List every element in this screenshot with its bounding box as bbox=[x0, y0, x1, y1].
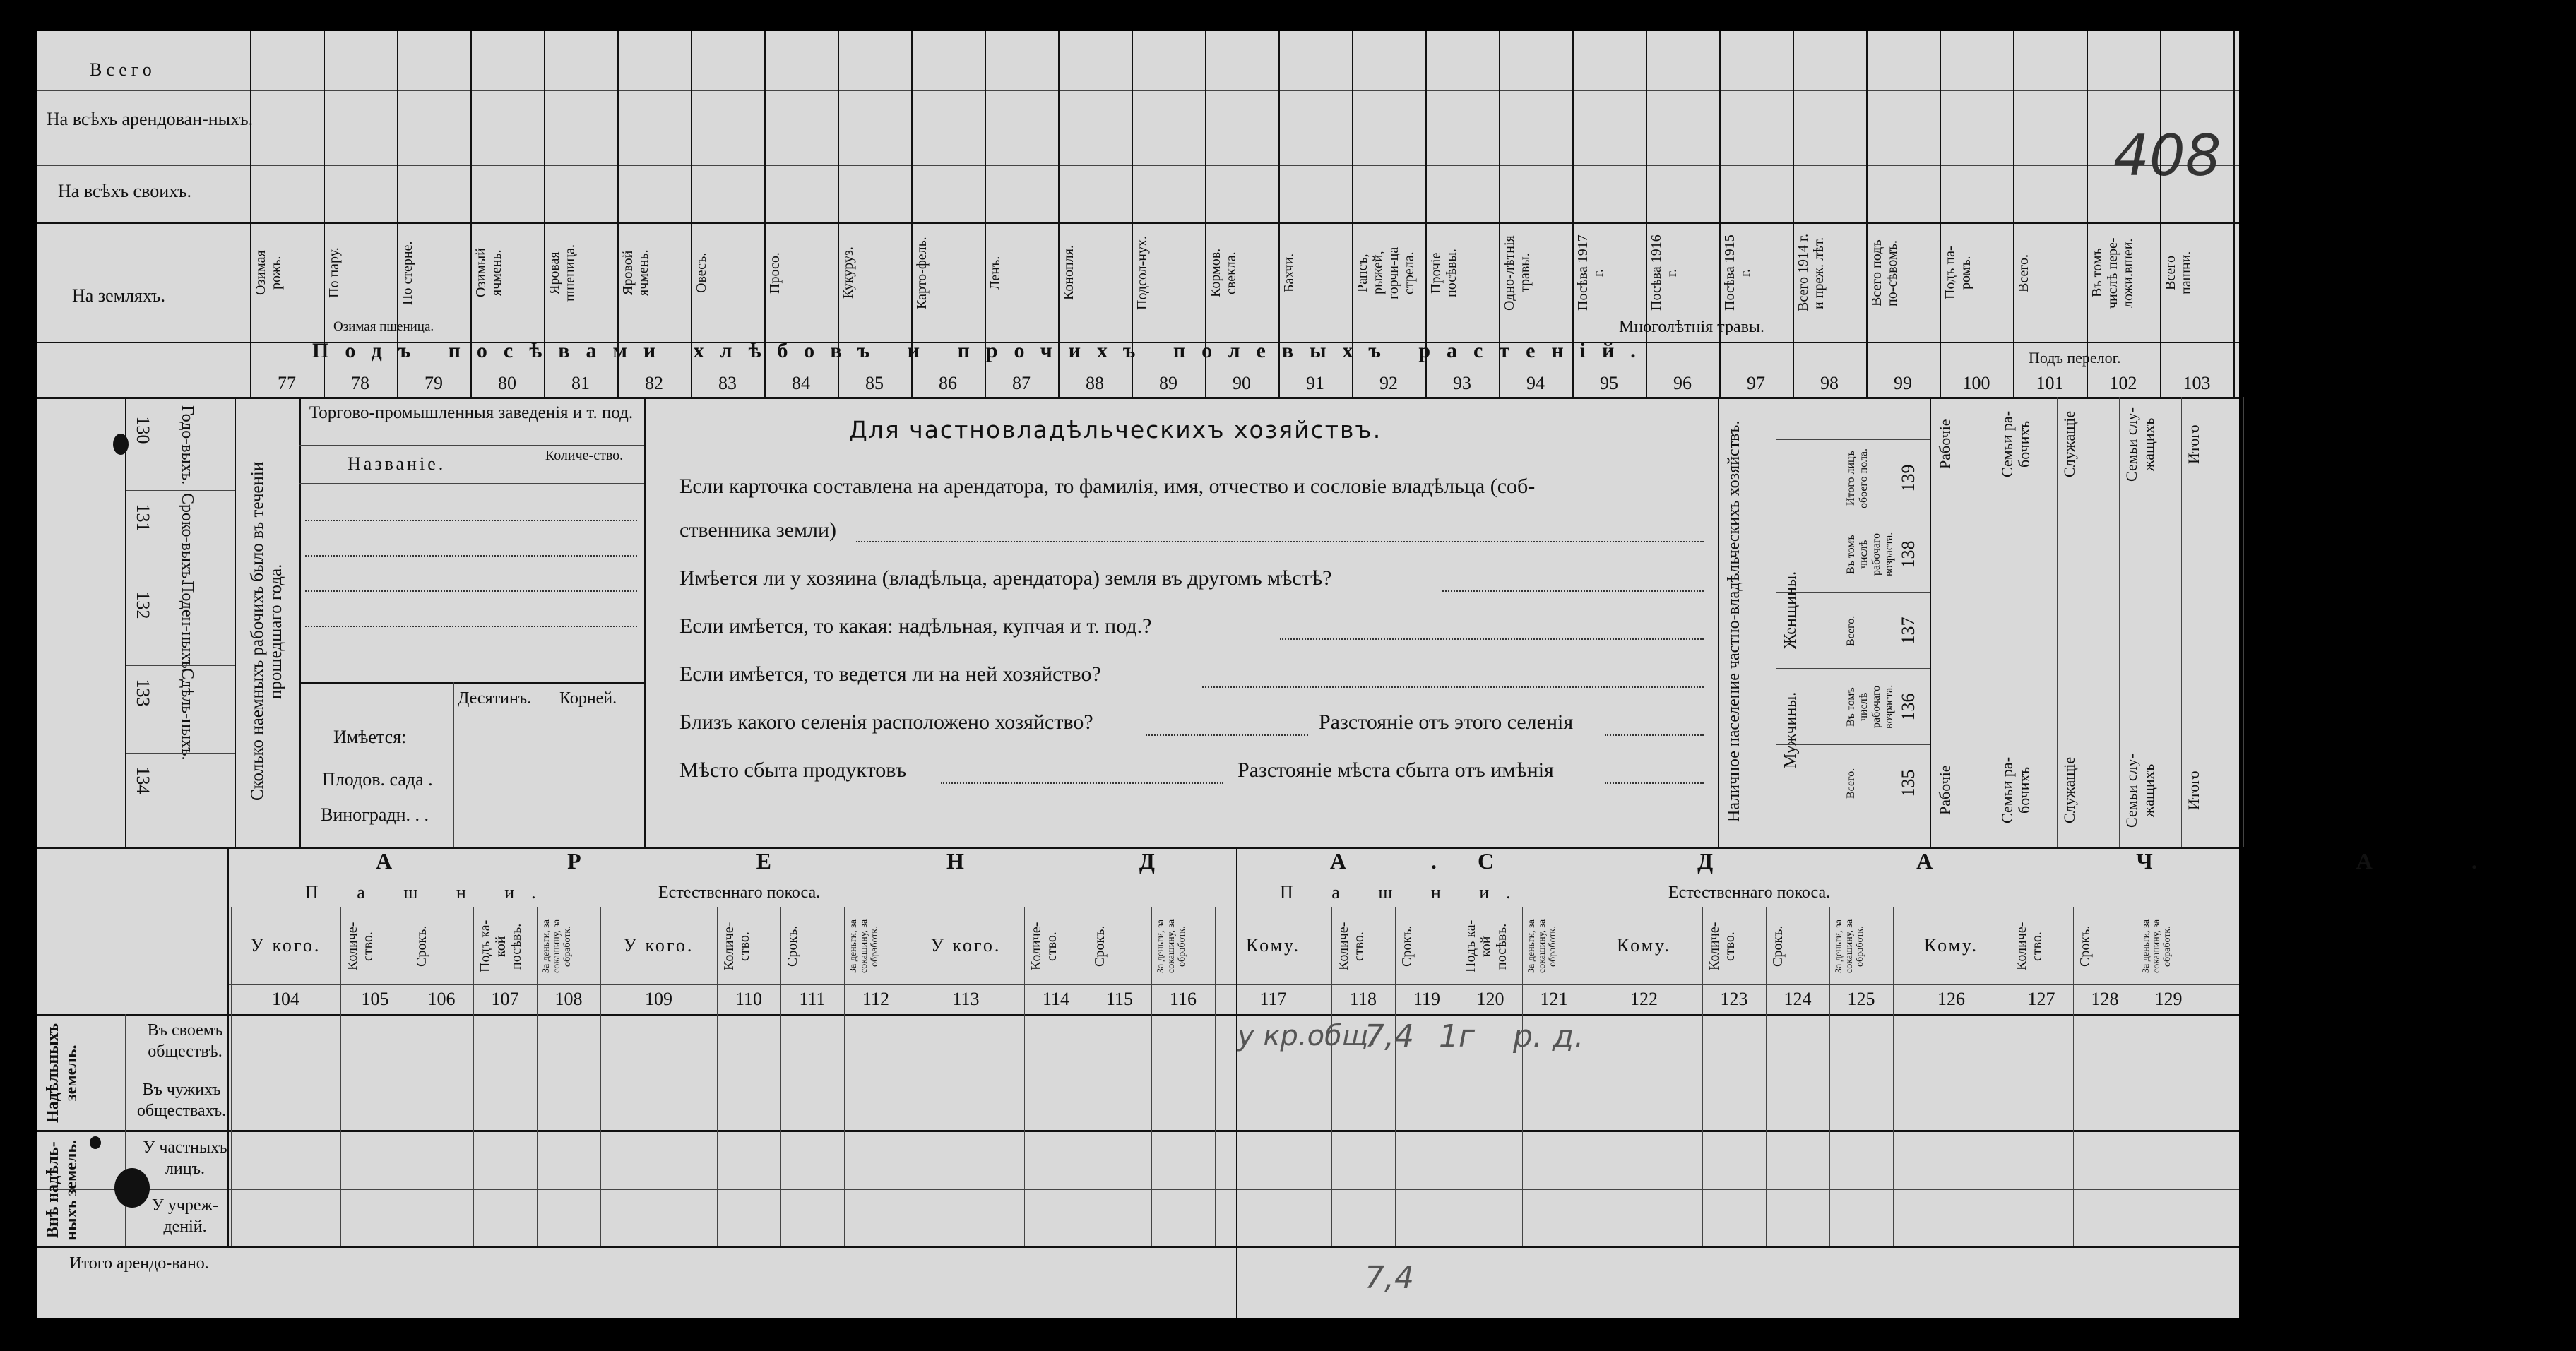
rent-col-number: 107 bbox=[491, 989, 519, 1009]
crop-divider bbox=[691, 31, 692, 397]
rent-col-header: У кого. bbox=[250, 935, 321, 956]
rent-col-header: За деньги, за сокашину, за обработк. bbox=[1156, 919, 1187, 974]
rent-col-number: 115 bbox=[1105, 989, 1134, 1009]
crop-number: 88 bbox=[1086, 373, 1104, 393]
rent-row-own-society: Въ своемъ обществѣ. bbox=[147, 1021, 223, 1061]
population-side: Наличное население частно-владѣльческихъ хозяйствъ. bbox=[1725, 420, 1743, 822]
rent-row-total: Итого арендо-вано. bbox=[69, 1254, 209, 1273]
hand-qty: 7,4 bbox=[1365, 1018, 1414, 1054]
crop-divider bbox=[397, 31, 398, 397]
rent-col-header: Кому. bbox=[1246, 935, 1300, 956]
pop-right-footer: Рабочiе bbox=[1936, 765, 1954, 816]
worker-col-label: Сроко-выхъ. bbox=[178, 493, 196, 583]
crop-number: 78 bbox=[351, 373, 369, 393]
rent-col-header: Срокъ. bbox=[1092, 925, 1108, 968]
rent-col-number: 121 bbox=[1540, 989, 1568, 1009]
crop-header: Подсол-нух. bbox=[1134, 236, 1150, 310]
crop-divider bbox=[1425, 31, 1427, 397]
crop-number: 82 bbox=[645, 373, 663, 393]
hand-total-qty: 7,4 bbox=[1365, 1260, 1414, 1296]
rent-col-number: 120 bbox=[1476, 989, 1504, 1009]
row-label-total: Всего bbox=[90, 59, 156, 80]
rent-col-number: 108 bbox=[554, 989, 583, 1009]
rent-row-institutions: У учреж-денiй. bbox=[151, 1196, 219, 1236]
crop-number: 94 bbox=[1526, 373, 1545, 393]
crop-number: 102 bbox=[2109, 373, 2137, 393]
crop-number: 92 bbox=[1379, 373, 1398, 393]
winter-wheat-label: Озимая пшеница. bbox=[333, 319, 434, 334]
row-label-rented: На всѣхъ арендован-ныхъ. bbox=[46, 109, 254, 129]
rent-divider bbox=[1151, 907, 1152, 1246]
crop-divider bbox=[1058, 31, 1060, 397]
crop-number: 91 bbox=[1306, 373, 1324, 393]
crop-header: По пару. bbox=[326, 247, 342, 299]
arenda-banner: А Р Е Н Д А. bbox=[376, 848, 1522, 874]
rent-col-number: 123 bbox=[1720, 989, 1748, 1009]
crop-number: 98 bbox=[1820, 373, 1839, 393]
rent-col-header: Количе-ство. bbox=[1707, 922, 1738, 971]
rent-col-number: 111 bbox=[799, 989, 826, 1009]
rent-divider bbox=[600, 907, 601, 1246]
worker-col-number: 131 bbox=[133, 504, 153, 532]
sdacha-pokos: Естественнаго покоса. bbox=[1668, 883, 1831, 902]
rent-col-number: 116 bbox=[1169, 989, 1197, 1009]
rent-divider bbox=[2073, 907, 2074, 1246]
ink-blot bbox=[90, 1136, 101, 1149]
worker-col-number: 133 bbox=[133, 679, 153, 707]
rent-col-header: За деньги, за сокашину, за обработк. bbox=[2141, 919, 2173, 974]
pop-col-number: 139 bbox=[1898, 464, 1918, 492]
rent-col-header: Количе-ство. bbox=[1028, 922, 1060, 971]
rent-col-header: За деньги, за сокашину, за обработк. bbox=[1526, 919, 1558, 974]
rent-col-header: За деньги, за сокашину, за обработк. bbox=[848, 919, 880, 974]
crop-header: Одно-лѣтнiя травы. bbox=[1502, 235, 1533, 311]
rent-col-header: Кому. bbox=[1924, 935, 1978, 956]
rent-divider bbox=[1331, 907, 1332, 1246]
has-label: Имѣется: bbox=[333, 727, 407, 747]
rent-col-number: 129 bbox=[2154, 989, 2183, 1009]
pop-col-label: Въ томъ числѣ рабочаго возраста. bbox=[1845, 684, 1895, 730]
rent-col-number: 104 bbox=[272, 989, 299, 1009]
crop-header: Всего 1914 г. и преж. лѣт. bbox=[1796, 234, 1827, 312]
crop-divider bbox=[2013, 31, 2014, 397]
pop-col-number: 135 bbox=[1898, 769, 1918, 797]
crop-header: Всего пашни. bbox=[2163, 251, 2194, 295]
rent-col-header: У кого. bbox=[623, 935, 694, 956]
rent-col-number: 113 bbox=[952, 989, 980, 1009]
pop-col-number: 137 bbox=[1898, 617, 1918, 645]
crop-number: 80 bbox=[498, 373, 516, 393]
rent-col-number: 126 bbox=[1937, 989, 1965, 1009]
pop-col-number: 136 bbox=[1898, 693, 1918, 721]
crop-divider bbox=[617, 31, 619, 397]
crop-divider bbox=[1132, 31, 1133, 397]
pop-divider bbox=[1776, 439, 1930, 440]
pop-col-label: Въ томъ числѣ рабочаго возраста. bbox=[1845, 532, 1895, 577]
pop-right-header: Семьи слу-жащихъ bbox=[2123, 407, 2157, 482]
fallow-label: Подъ перелог. bbox=[2029, 349, 2121, 367]
question-1b: ственника земли) bbox=[679, 518, 836, 542]
pop-right-divider bbox=[2119, 397, 2120, 847]
crop-header: Въ томъ числѣ пере-ложи.вшеи. bbox=[2089, 237, 2136, 309]
crop-number: 77 bbox=[278, 373, 296, 393]
rent-col-header: Количе-ство. bbox=[2014, 922, 2045, 971]
group-non-allotment: Внѣ надѣль-ныхъ земель. bbox=[44, 1139, 81, 1241]
rent-divider bbox=[844, 907, 845, 1246]
crop-number: 93 bbox=[1453, 373, 1471, 393]
pop-right-footer: Итого bbox=[2185, 770, 2202, 810]
crop-divider bbox=[1205, 31, 1206, 397]
rent-col-header: У кого. bbox=[930, 935, 1002, 956]
rent-divider bbox=[1522, 907, 1523, 1246]
rent-row-private: У частныхъ лицъ. bbox=[143, 1138, 227, 1178]
rent-divider bbox=[1893, 907, 1894, 1246]
pop-right-divider bbox=[2181, 397, 2182, 847]
crop-header: Подъ па-ромъ. bbox=[1942, 246, 1973, 300]
pop-col-label: Всего. bbox=[1845, 768, 1857, 799]
crop-number: 79 bbox=[425, 373, 443, 393]
crop-number: 89 bbox=[1159, 373, 1177, 393]
rent-divider bbox=[231, 907, 232, 1246]
question-1: Если карточка составлена на арендатора, то фамилiя, имя, отчество и сословiе владѣльца (соб- bbox=[679, 475, 1536, 498]
crop-divider bbox=[324, 31, 325, 397]
crop-header: Посѣва 1917 г. bbox=[1575, 234, 1606, 311]
group-allotment: Надѣльныхъ земель. bbox=[44, 1023, 81, 1123]
rent-col-header: Подъ ка-кой посѣвъ. bbox=[1463, 919, 1509, 973]
hand-terms: р. д. bbox=[1513, 1018, 1584, 1054]
roots-header: Корней. bbox=[559, 689, 617, 708]
crop-number: 100 bbox=[1962, 373, 1990, 393]
crop-divider bbox=[544, 31, 545, 397]
crop-header: Посѣва 1916 г. bbox=[1649, 234, 1680, 311]
rent-col-header: Срокъ. bbox=[1399, 925, 1415, 968]
rent-col-number: 110 bbox=[735, 989, 763, 1009]
crop-header: Яровой ячмень. bbox=[620, 249, 651, 297]
rent-col-header: Срокъ. bbox=[1770, 925, 1786, 968]
vineyard-label: Виноградн. . . bbox=[321, 804, 429, 825]
rent-col-number: 119 bbox=[1413, 989, 1441, 1009]
crop-divider bbox=[250, 31, 251, 397]
rent-col-header: Количе-ство. bbox=[345, 922, 376, 971]
private-title: Для частновладѣльческихъ хозяйствъ. bbox=[849, 416, 1382, 444]
crop-divider bbox=[985, 31, 986, 397]
ink-blot bbox=[113, 434, 129, 455]
pop-col-label: Всего. bbox=[1845, 615, 1857, 646]
enterprises-title: Торгово-промышленныя заведенiя и т. под. bbox=[309, 403, 634, 422]
rent-col-header: Срокъ. bbox=[2077, 925, 2093, 968]
crop-divider bbox=[764, 31, 766, 397]
worker-divider bbox=[125, 665, 235, 666]
crop-divider bbox=[1866, 31, 1868, 397]
crop-header: Карто-фель. bbox=[914, 237, 930, 309]
rent-divider bbox=[1829, 907, 1830, 1246]
crop-header: Бахчи. bbox=[1281, 253, 1297, 293]
pop-right-footer: Семьи слу-жащихъ bbox=[2123, 753, 2157, 828]
crop-divider bbox=[1719, 31, 1721, 397]
worker-col-number: 132 bbox=[133, 591, 153, 619]
rent-divider bbox=[1024, 907, 1025, 1246]
rent-divider bbox=[1395, 907, 1396, 1246]
hand-whom: у кр.общ. bbox=[1237, 1020, 1378, 1052]
crop-header: Конопля. bbox=[1061, 245, 1076, 301]
ink-blot bbox=[114, 1168, 150, 1208]
worker-col-number: 130 bbox=[133, 416, 153, 444]
crop-number: 96 bbox=[1673, 373, 1692, 393]
sdacha-pashni: П а ш н и. bbox=[1280, 882, 1528, 903]
crop-header: Озимый ячмень. bbox=[473, 248, 504, 298]
worker-col-label: Годо-выхъ. bbox=[178, 405, 196, 485]
enterprise-qty-header: Количе-ство. bbox=[545, 448, 624, 463]
arenda-pokos: Естественнаго покоса. bbox=[658, 883, 821, 902]
crop-number: 85 bbox=[865, 373, 884, 393]
worker-col-label: Сдѣль-ныхъ. bbox=[178, 668, 196, 761]
crop-divider bbox=[1940, 31, 1941, 397]
rent-divider bbox=[1702, 907, 1703, 1246]
question-6a: Мѣсто сбыта продуктовъ bbox=[679, 758, 907, 782]
crop-header: Посѣва 1915 г. bbox=[1722, 234, 1753, 311]
pop-col-label: Итого лицъ обоего пола. bbox=[1845, 448, 1870, 508]
rent-col-number: 124 bbox=[1783, 989, 1812, 1009]
census-card bbox=[37, 31, 2576, 1318]
crop-divider bbox=[1352, 31, 1353, 397]
rent-col-header: Кому. bbox=[1617, 935, 1671, 956]
rent-col-number: 112 bbox=[862, 989, 890, 1009]
rent-divider bbox=[537, 907, 538, 1246]
rent-col-number: 117 bbox=[1259, 989, 1287, 1009]
worker-col-label: Поден-ныхъ. bbox=[178, 581, 196, 673]
rent-col-header: Срокъ. bbox=[414, 925, 429, 968]
crop-divider bbox=[838, 31, 839, 397]
rent-col-header: За деньги, за сокашину, за обработк. bbox=[541, 919, 573, 974]
crop-divider bbox=[2160, 31, 2161, 397]
arenda-pashni: П а ш н и. bbox=[305, 882, 553, 903]
crop-number: 103 bbox=[2183, 373, 2211, 393]
question-3: Если имѣется, то какая: надѣльная, купчая и т. под.? bbox=[679, 614, 1152, 638]
crop-divider bbox=[1572, 31, 1574, 397]
crop-number: 99 bbox=[1894, 373, 1912, 393]
question-5a: Близъ какого селенiя расположено хозяйство? bbox=[679, 710, 1093, 734]
rent-col-number: 125 bbox=[1847, 989, 1875, 1009]
rent-col-number: 122 bbox=[1630, 989, 1658, 1009]
crop-header: Рапсъ, рыжей, горчи-ца стрела. bbox=[1355, 246, 1417, 299]
sdacha-banner: С Д А Ч А. bbox=[1478, 848, 2576, 874]
crop-header: Кукуруз. bbox=[841, 246, 856, 299]
crop-header: По стерне. bbox=[400, 241, 415, 305]
crop-number: 83 bbox=[718, 373, 737, 393]
pop-right-header: Итого bbox=[2185, 424, 2202, 464]
rent-col-number: 105 bbox=[361, 989, 389, 1009]
pop-right-divider bbox=[2243, 397, 2244, 847]
rent-col-number: 114 bbox=[1042, 989, 1070, 1009]
crop-number: 87 bbox=[1012, 373, 1031, 393]
crop-header: Всего. bbox=[2016, 254, 2031, 292]
rent-divider bbox=[340, 907, 341, 1246]
crop-header: Овесъ. bbox=[694, 252, 709, 294]
crop-divider bbox=[1499, 31, 1500, 397]
rent-col-number: 106 bbox=[427, 989, 456, 1009]
garden-label: Плодов. сада . bbox=[322, 769, 433, 790]
crop-divider bbox=[1278, 31, 1280, 397]
crop-divider bbox=[1793, 31, 1794, 397]
perennial-label: Многолѣтнiя травы. bbox=[1619, 318, 1765, 336]
crop-divider bbox=[470, 31, 472, 397]
rent-col-number: 128 bbox=[2091, 989, 2119, 1009]
rent-divider bbox=[1215, 907, 1216, 1246]
rent-col-header: Количе-ство. bbox=[721, 922, 752, 971]
crop-number: 95 bbox=[1600, 373, 1618, 393]
crop-number: 101 bbox=[2036, 373, 2064, 393]
crop-divider bbox=[1646, 31, 1647, 397]
rent-col-header: Подъ ка-кой посѣвъ. bbox=[477, 919, 524, 973]
rent-col-header: Срокъ. bbox=[785, 925, 800, 968]
pop-right-footer: Служащiе bbox=[2060, 756, 2078, 824]
pop-right-header: Служащiе bbox=[2060, 410, 2078, 478]
rent-col-number: 118 bbox=[1349, 989, 1377, 1009]
pop-right-header: Семьи ра-бочихъ bbox=[1998, 410, 2033, 478]
hand-term: 1г bbox=[1439, 1018, 1476, 1054]
question-5b: Разстоянiе отъ этого селенiя bbox=[1319, 710, 1574, 734]
crop-number: 97 bbox=[1747, 373, 1765, 393]
pop-col-number: 138 bbox=[1898, 540, 1918, 569]
worker-col-number: 134 bbox=[133, 766, 153, 794]
crops-banner: Подъ посѣвами хлѣбовъ и прочихъ полевыхъ растенiй. bbox=[312, 339, 1652, 362]
men-label: Мужчины. bbox=[1781, 691, 1800, 769]
land-label: На земляхъ. bbox=[72, 285, 165, 306]
crop-divider bbox=[2233, 31, 2235, 397]
rent-col-number: 127 bbox=[2027, 989, 2055, 1009]
desyat-header: Десятинъ. bbox=[458, 689, 532, 708]
rent-divider bbox=[473, 907, 474, 1246]
rent-divider bbox=[1766, 907, 1767, 1246]
crop-header: Яровая пшеница. bbox=[547, 244, 578, 302]
crop-header: Всего подъ по-сѣвомъ. bbox=[1869, 239, 1900, 306]
question-2: Имѣется ли у хозяина (владѣльца, арендатора) земля въ другомъ мѣстѣ? bbox=[679, 566, 1332, 590]
rent-col-header: За деньги, за сокашину, за обработк. bbox=[1834, 919, 1865, 974]
pop-right-divider bbox=[2057, 397, 2058, 847]
pop-divider bbox=[1776, 668, 1930, 669]
hired-workers-side: Сколько наемныхъ рабочихъ было въ теченiи прошедшаго года. bbox=[248, 461, 285, 802]
row-label-own: На всѣхъ своихъ. bbox=[58, 181, 192, 201]
pop-right-footer: Семьи ра-бочихъ bbox=[1998, 756, 2033, 824]
rent-row-other-society: Въ чужихъ обществахъ. bbox=[136, 1081, 227, 1120]
rent-col-number: 109 bbox=[645, 989, 672, 1009]
rent-divider bbox=[780, 907, 781, 1246]
crop-number: 86 bbox=[939, 373, 957, 393]
crop-header: Озимая рожь. bbox=[253, 250, 284, 296]
worker-divider bbox=[125, 753, 235, 754]
women-label: Женщины. bbox=[1781, 571, 1800, 650]
crop-header: Ленъ. bbox=[987, 256, 1003, 290]
page-stamp: 408 bbox=[2113, 123, 2221, 189]
crop-number: 90 bbox=[1233, 373, 1251, 393]
crop-divider bbox=[2087, 31, 2088, 397]
question-4: Если имѣется, то ведется ли на ней хозяйство? bbox=[679, 662, 1101, 686]
crop-divider bbox=[911, 31, 913, 397]
worker-divider bbox=[125, 490, 235, 491]
crop-header: Кормов. свекла. bbox=[1208, 248, 1239, 298]
crop-header: Прочiе посѣвы. bbox=[1428, 249, 1459, 297]
question-6b: Разстоянiе мѣста сбыта отъ имѣнiя bbox=[1237, 758, 1554, 782]
pop-right-header: Рабочiе bbox=[1936, 419, 1954, 470]
crop-number: 81 bbox=[571, 373, 590, 393]
crop-number: 84 bbox=[792, 373, 810, 393]
rent-col-header: Количе-ство. bbox=[1336, 922, 1367, 971]
crop-header: Просо. bbox=[767, 252, 783, 294]
rent-divider bbox=[717, 907, 718, 1246]
enterprise-name-header: Названiе. bbox=[348, 453, 446, 474]
